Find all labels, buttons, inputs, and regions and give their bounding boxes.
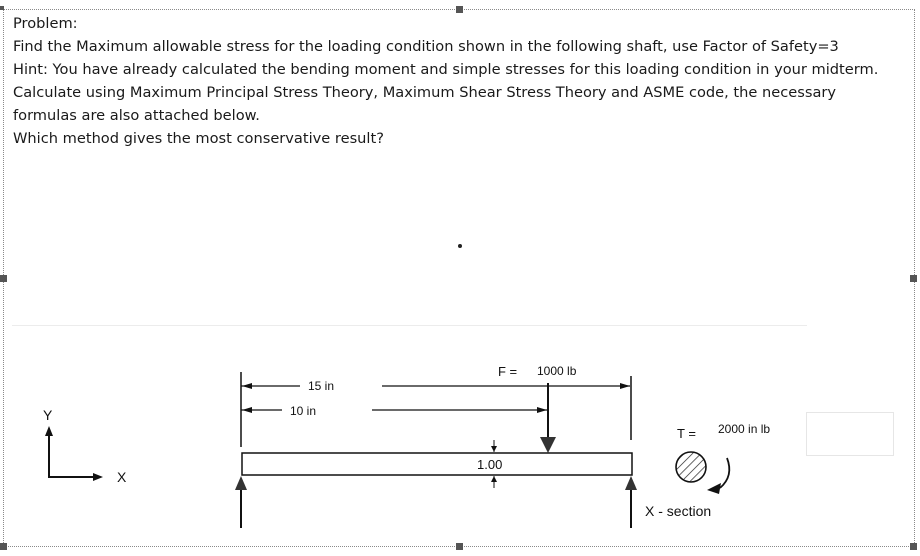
supports (235, 476, 637, 528)
problem-methods: Calculate using Maximum Principal Stress Theory, Maximum Shear Stress Theory and ASME code, the necessary formulas are also attached below. (13, 84, 837, 124)
force-label: F = (498, 364, 518, 379)
shaft (242, 440, 632, 488)
force-value: 1000 lb (537, 364, 577, 378)
dimension-10-in: 10 in (290, 404, 317, 418)
coordinate-axes (43, 407, 127, 485)
problem-hint: Hint: You have already calculated the bending moment and simple stresses for this loading condition in your midterm. (13, 61, 879, 78)
torque-value: 2000 in lb (718, 422, 771, 436)
problem-heading: Problem: (13, 15, 78, 32)
torque-arrow (720, 458, 729, 488)
torque-label: T = (677, 426, 696, 441)
problem-question: Which method gives the most conservative result? (13, 130, 384, 147)
y-axis-label: Y (43, 407, 53, 423)
x-axis-label: X (117, 469, 127, 485)
diameter-label: 1.00 (477, 457, 503, 472)
problem-statement: Find the Maximum allowable stress for the loading condition shown in the following shaft, use Factor of Safety=3 (13, 38, 839, 55)
torque-section (645, 422, 770, 519)
section-label: X - section (645, 503, 712, 519)
cross-section-circle (676, 452, 706, 482)
dimension-lines (241, 372, 631, 447)
dimension-15-in: 15 in (308, 379, 335, 393)
